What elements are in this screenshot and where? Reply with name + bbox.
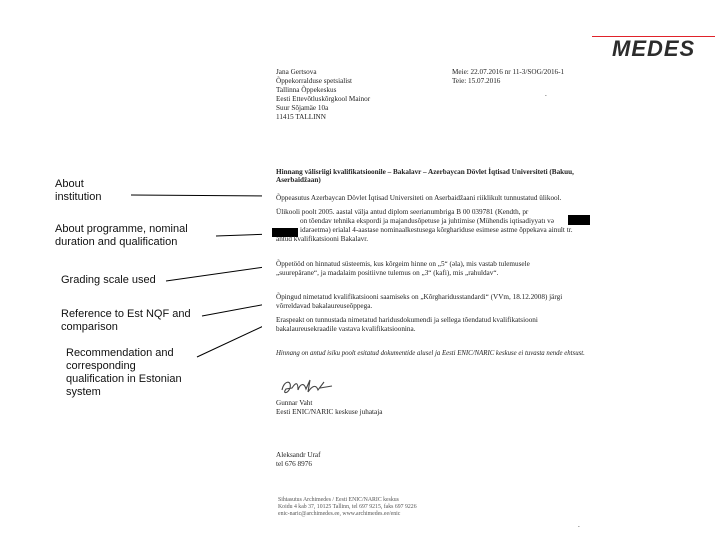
para-recommendation-line: bakalaureusekraadile vastava kvalifikatsioonina. [276,325,416,333]
addressee-line: Tallinna Õppekeskus [276,86,337,94]
letter-note: Hinnang on antud isiku poolt esitatud dokumentide alusel ja Eesti ENIC/NARIC keskuse ei tuvasta nende ehtsust. [276,350,585,357]
addressee-line: Eesti Ettevõtluskõrgkool Mainor [276,95,371,103]
addressee-line: Õppekorralduse spetsialist [276,77,353,85]
addressee-line: Jana Gertsova [276,68,317,76]
letter-subject: Hinnang välisriigi kvalifikatsioonile – Bakalavr – Azerbaycan Dövlet İqtisad Universiteti (Bakuu, Aserbaidžaan) [276,168,574,185]
signature-image [278,376,338,398]
signer-title: Eesti ENIC/NARIC keskuse juhataja [276,408,383,416]
brand-logo-crop: MEDES [612,36,696,61]
reference-ours: Meie: 22.07.2016 nr 11-3/SOG/2016-1 [452,68,565,76]
page-marker: . [578,521,580,529]
para-nqf-line: Õpingud nimetatud kvalifikatsiooni saamiseks on „Kõrgharidusstandardi“ (VVm, 18.12.2008) järgi [276,293,563,301]
para-programme-line: idarəetmə) erialal 4-aastase nominaalkestusega kõrghariduse esimese astme õppekava ainult tr. [300,226,573,234]
label-recommendation: Recommendation and corresponding qualification in Estonian system [66,347,182,398]
arrow-grading [166,266,272,281]
arrow-institution [131,195,272,196]
label-about-institution: About institution [55,178,102,203]
footer-line: Sihtasutus Archimedes / Eesti ENIC/NARIC keskus [278,497,399,503]
footer-line: enic-naric@archimedes.ee, www.archimedes.ee/enic [278,511,401,517]
para-programme-line: Ülikooli poolt 2005. aastal välja antud diplom seerianumbriga B 00 039781 (Kendth, pr [276,208,529,216]
para-programme-line: antud kvalifikatsiooni Bakalavr. [276,235,369,243]
addressee-line: Suur Sõjamäe 10a [276,104,329,112]
label-grading-scale: Grading scale used [61,274,156,286]
contact-name: Aleksandr Uraf [276,451,321,459]
para-nqf-line: võrreldavad bakalaureuseõppega. [276,302,373,310]
footer-line: Koidu 4 kab 37, 10125 Tallinn, tel 697 9215, faks 697 9226 [278,504,417,510]
addressee-line: 11415 TALLINN [276,113,326,121]
para-recommendation-line: Eraspeakt on tunnustada nimetatud haridusdokumendi ja sellega tõendatud kvalifikatsiooni [276,316,538,324]
signer-name: Gunnar Vaht [276,399,313,407]
scanned-letter [262,0,592,540]
page-marker: . [545,90,547,98]
label-nqf-reference: Reference to Est NQF and comparison [61,308,191,333]
reference-yours: Teie: 15.07.2016 [452,77,501,85]
redaction-box [568,215,590,225]
contact-phone: tel 676 8976 [276,460,312,468]
para-grading-line: Õppetööd on hinnatud süsteemis, kus kõrgeim hinne on „5“ (əla), mis vastab tulemusele [276,260,530,268]
arrow-recommendation [197,322,272,357]
para-grading-line: „suurepärane“, ja madalaim positiivne tulemus on „3“ (kafi), mis „rahuldav“. [276,269,499,277]
para-institution: Õppeasutus Azerbaycan Dövlet İqtisad Universiteti on Aserbaidžaani riiklikult tunnustatud ülikool. [276,194,562,202]
label-about-programme: About programme, nominal duration and qualification [55,223,188,248]
para-programme-line: on tõendav tehnika ekspordi ja majandusõpetuse ja juhtimise (Mühendis iqtisadiyyatı və [300,217,554,225]
